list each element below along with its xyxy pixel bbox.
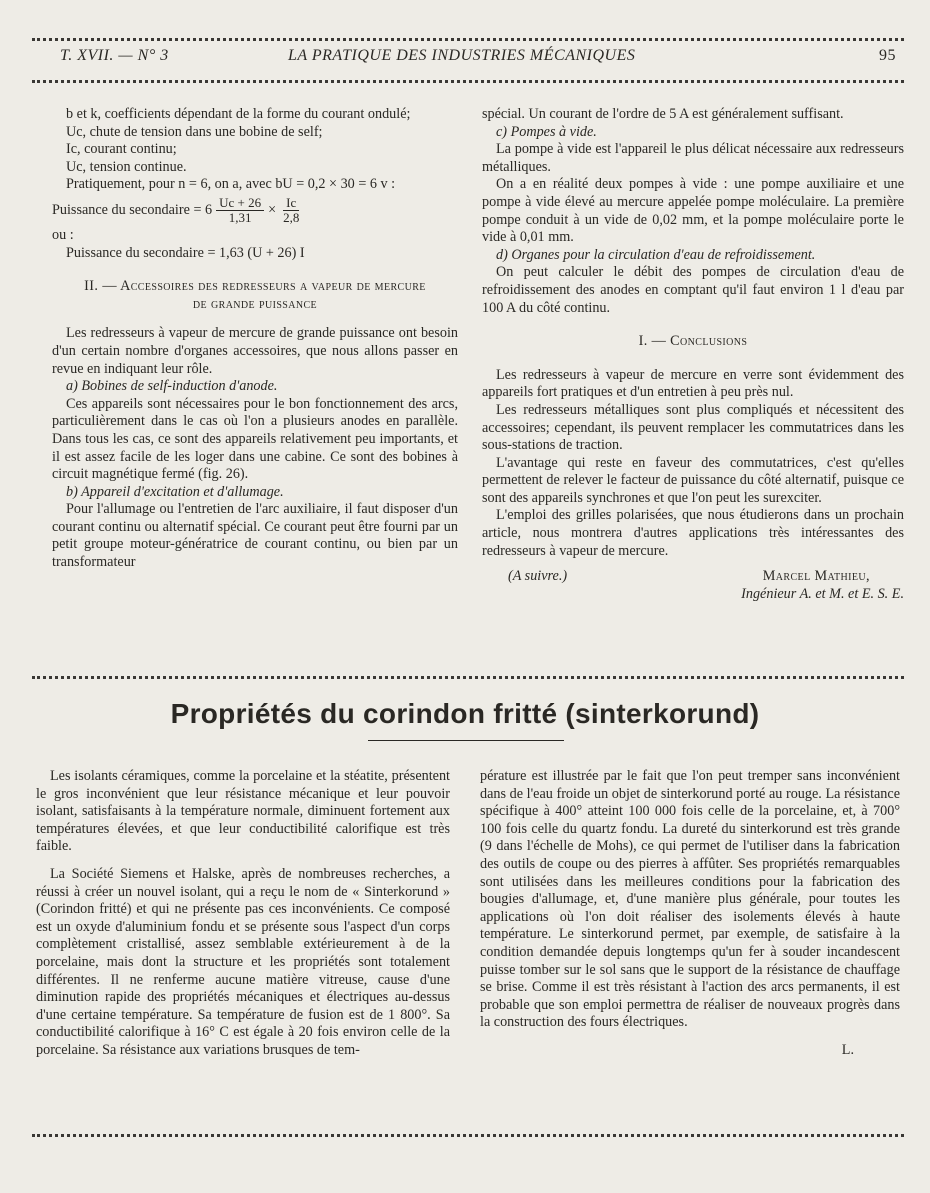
author-title: Ingénieur A. et M. et E. S. E.	[741, 585, 904, 602]
formula-2: Puissance du secondaire = 1,63 (U + 26) I	[66, 244, 305, 261]
paragraph: Ces appareils sont nécessaires pour le bon fonctionnement des arcs, particulièrement dans le cas où l'on a plusieurs anodes en parallèle. Dans tous les cas, ce sont des appareils relativement peu importants, et il est assez facile de les loger dans une cabine. Ce sont des bobines à circuit magnétique fermé (fig. 26).	[52, 395, 458, 483]
paragraph: L'emploi des grilles polarisées, que nous étudierons dans un prochain article, nous montrera d'autres applications très intéressantes des redresseurs à vapeur de mercure.	[482, 507, 904, 559]
to-be-continued: (A suivre.)	[508, 568, 568, 585]
subsection-title: c) Pompes à vide.	[496, 123, 597, 140]
middle-dotted-rule	[32, 676, 904, 679]
running-header	[60, 47, 896, 71]
denominator: 1,31	[228, 209, 252, 225]
section-heading	[52, 278, 458, 313]
right-column-upper	[482, 106, 904, 603]
paragraph: spécial. Un courant de l'ordre de 5 A est généralement suffisant.	[482, 106, 844, 122]
section-heading-line: de grande puissance	[192, 295, 318, 312]
article2-left-column	[36, 768, 450, 1060]
subsection-title: a) Bobines de self-induction d'anode.	[66, 378, 278, 395]
journal-title: LA PRATIQUE DES INDUSTRIES MÉCANIQUES	[288, 47, 636, 64]
subsection-title: d) Organes pour la circulation d'eau de refroidissement.	[496, 246, 816, 263]
fraction	[280, 196, 302, 225]
section-heading	[482, 333, 904, 351]
paragraph: Uc, tension continue.	[66, 158, 187, 175]
paragraph: Les redresseurs métalliques sont plus compliqués et nécessitent des accessoires; cependant, ils peuvent remplacer les commutatrices dans les sous-stations de traction.	[482, 401, 904, 454]
paragraph: b et k, coefficients dépendant de la forme du courant ondulé;	[66, 106, 411, 122]
article-signature: L.	[841, 1041, 854, 1058]
formula-1	[52, 196, 458, 225]
paragraph: ou :	[52, 226, 74, 243]
header-dotted-rule	[32, 80, 904, 83]
article-title: Propriétés du corindon fritté (sinterkorund)	[170, 698, 760, 729]
paragraph: La Société Siemens et Halske, après de nombreuses recherches, a réussi à créer un nouvel isolant, qui a reçu le nom de « Sinterkorund » (Corindon fritté) et qui ne présente pas ces inconvénients. Ce composé est un oxyde d'aluminium fondu et se présente sous l'aspect d'un corps complètement cristallisé, assez semblable extérieurement à de la porcelaine, mais dont la structure et les propriétés sont totalement différentes. Il ne renferme aucune matière vitreuse, cause d'une diminution rapide des propriétés mécaniques et électriques au-dessus d'une certaine température. Sa température de fusion est de 1 800°. Sa conductibilité calorifique à 16° C est égale à 20 fois environ celle de la porcelaine. Sa résistance aux variations brusques de tem-	[36, 865, 450, 1058]
times-sign: ×	[268, 201, 277, 218]
paragraph: Les isolants céramiques, comme la porcelaine et la stéatite, présentent le gros inconvénient que leur résistance mécanique et leur pouvoir isolant, satisfaisants à la température normale, diminuent fortement aux températures élevées, et que leur conductibilité calorifique est très faible.	[36, 768, 450, 855]
denominator: 2,8	[283, 209, 300, 225]
subsection-title: b) Appareil d'excitation et d'allumage.	[66, 483, 284, 500]
section-heading-line: I. — Conclusions	[638, 333, 748, 350]
paragraph: La pompe à vide est l'appareil le plus délicat nécessaire aux redresseurs métalliques.	[482, 141, 904, 175]
fraction	[216, 196, 264, 225]
bottom-dotted-rule	[32, 1134, 904, 1137]
paragraph: Pratiquement, pour n = 6, on a, avec bU = 0,2 × 30 = 6 v :	[66, 176, 396, 193]
volume-issue: T. XVII. — N° 3	[60, 47, 169, 64]
numerator: Ic	[283, 196, 299, 211]
paragraph: On peut calculer le débit des pompes de circulation d'eau de refroidissement des anodes en comptant qu'il faut environ 1 l d'eau par 100 A du côté continu.	[482, 264, 904, 316]
paragraph: Les redresseurs à vapeur de mercure en verre sont évidemment des appareils fort pratiques et d'un entretien à peu près nul.	[482, 366, 904, 401]
left-column-upper	[52, 106, 458, 572]
section-heading-line: II. — Accessoires des redresseurs a vapeur de mercure	[84, 278, 426, 295]
paragraph: Pour l'allumage ou l'entretien de l'arc auxiliaire, il faut disposer d'un courant continu ou alternatif spécial. Ce courant peut être fourni par un petit groupe moteur-génératrice de courant continu, ou bien par un transformateur	[52, 501, 458, 571]
paragraph: L'avantage qui reste en faveur des commutatrices, c'est qu'elles permettent de relever le facteur de puissance du côté alternatif, puisque ce sont des appareils synchrones et que l'on peut les surexciter.	[482, 454, 904, 506]
formula-label: Puissance du secondaire = 6	[52, 201, 213, 218]
author-name: Marcel Mathieu,	[762, 568, 870, 585]
title-underline	[368, 740, 564, 741]
signature-line	[482, 568, 904, 586]
numerator: Uc + 26	[216, 196, 264, 211]
top-dotted-rule	[32, 38, 904, 41]
page-number: 95	[879, 47, 896, 64]
article2-right-column	[480, 768, 900, 1060]
paragraph: Uc, chute de tension dans une bobine de self;	[66, 123, 323, 140]
paragraph: Les redresseurs à vapeur de mercure de grande puissance ont besoin d'un certain nombre d'organes accessoires, que nous allons passer en revue en indiquant leur rôle.	[52, 325, 458, 377]
paragraph: Ic, courant continu;	[66, 141, 177, 158]
paragraph: pérature est illustrée par le fait que l'on peut tremper sans inconvénient dans de l'eau froide un objet de sinterkorund porté au rouge. La résistance spécifique à 400° atteint 100 000 fois celle de la porcelaine, et, à 700° 100 fois celle du quartz fondu. La dureté du sinterkorund est très grande (9 dans l'échelle de Mohs), ce qui permet de l'utiliser dans la fabrication des outils de coupe ou des pierres à affûter. Ses propriétés remarquables sont utilisées dans les meilleures conditions pour la fabrication des bougies d'allumage, et, d'une manière plus générale, pour toutes les applications où l'on doit réaliser des isolements élevés à haute température. Le sinterkorund permet, par exemple, de satisfaire à la condition demandée depuis longtemps qu'un fer à souder incandescent puisse tomber sur le sol sans que le support de la résistance de chauffage se brise. Comme il est très résistant à l'action des arcs permanents, il est probable que son emploi permettra de réaliser de nouveaux progrès dans la construction des fours électriques.	[480, 768, 900, 1031]
paragraph: On a en réalité deux pompes à vide : une pompe auxiliaire et une pompe à vide élevé au mercure appelée pompe moléculaire. La première pompe conduit à un vide de 0,02 mm, et la pompe moléculaire porte le vide à 0,01 mm.	[482, 176, 904, 246]
